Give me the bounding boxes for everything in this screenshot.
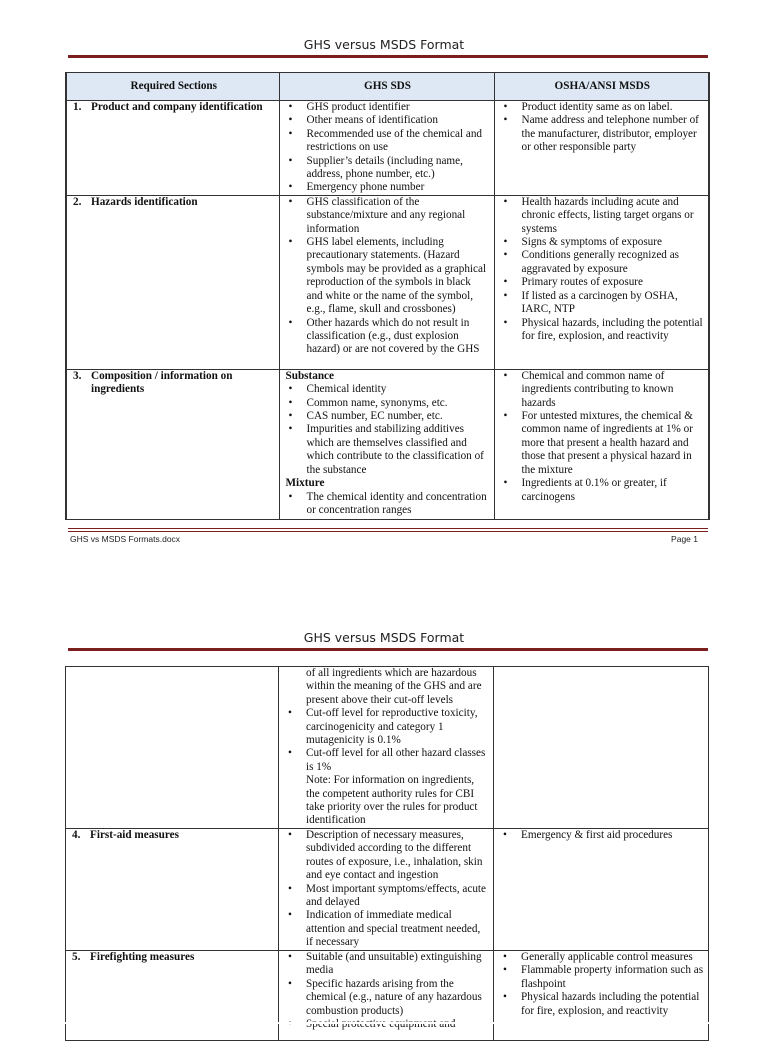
- ghs-cell: [279, 828, 494, 950]
- msds-cell: [494, 101, 709, 196]
- section-number: 4.: [72, 828, 81, 841]
- list-item: • Conditions generally recognized as aggravated by exposure: [501, 249, 705, 276]
- list-item: • Flammable property information such as flashpoint: [500, 964, 704, 991]
- header-rule: [68, 55, 708, 58]
- ghs-cell: [279, 667, 494, 829]
- comparison-table-page-1: [65, 72, 710, 520]
- list-item-continued: of all ingredients which are hazardous within the meaning of the GHS and are present above their cut-off levels: [306, 667, 482, 706]
- list-item: • Physical hazards, including the potential for fire, explosion, and reactivity: [501, 317, 705, 344]
- table-row: [66, 950, 709, 1040]
- ghs-cell: [279, 195, 494, 369]
- column-header: OSHA/ANSI MSDS: [494, 73, 709, 101]
- section-cell: [66, 369, 279, 519]
- list-item: • GHS label elements, including precautionary statements. (Hazard symbols may be provided as a graphical reproduction of the symbols in black and white or the name of the symbol, e.g., flame, skull and crossbones): [286, 236, 490, 316]
- msds-cell: [494, 369, 709, 519]
- list-item: • For untested mixtures, the chemical & common name of ingredients at 1% or more that present a health hazard and those that present a physical hazard in the mixture: [501, 410, 705, 477]
- header-rule: [68, 648, 708, 651]
- section-cell: [66, 828, 279, 950]
- substance-label: Substance: [285, 369, 334, 382]
- list-item: • Most important symptoms/effects, acute and delayed: [285, 883, 489, 910]
- section-name: Firefighting measures: [90, 950, 195, 963]
- table-row: [66, 101, 709, 196]
- list-item: • Ingredients at 0.1% or greater, if carcinogens: [501, 477, 705, 504]
- table-row: [66, 195, 709, 369]
- section-number: 2.: [73, 195, 82, 208]
- section-name: First-aid measures: [90, 828, 179, 841]
- list-item: • GHS classification of the substance/mixture and any regional information: [286, 196, 490, 236]
- list-item: [285, 1018, 489, 1031]
- section-number: 1.: [73, 101, 82, 113]
- list-item: • Primary routes of exposure: [501, 276, 705, 289]
- list-item: • Chemical and common name of ingredients contributing to known hazards: [501, 370, 705, 410]
- footer-filename: GHS vs MSDS Formats.docx: [70, 534, 181, 544]
- list-item: • Recommended use of the chemical and restrictions on use: [286, 128, 490, 155]
- mixture-label: Mixture: [285, 477, 325, 490]
- msds-cell: [494, 667, 709, 829]
- section-name: Hazards identification: [91, 195, 198, 208]
- ghs-cell: [279, 369, 494, 519]
- footer-page-number: Page 1: [671, 534, 698, 544]
- list-item: • Other means of identification: [286, 114, 490, 127]
- ghs-cell: [279, 950, 494, 1040]
- section-name: Product and company identification: [91, 101, 263, 113]
- list-item: • Common name, synonyms, etc.: [286, 397, 490, 410]
- table-row: [66, 369, 709, 519]
- msds-cell: [494, 828, 709, 950]
- footer-rule: [68, 531, 708, 532]
- list-item: • Name address and telephone number of the manufacturer, distributor, employer or other responsible party: [501, 114, 705, 154]
- section-number: 5.: [72, 950, 81, 963]
- msds-cell: [494, 195, 709, 369]
- list-item: • Physical hazards including the potential for fire, explosion, and reactivity: [500, 991, 704, 1018]
- list-item: • Cut-off level for all other hazard classes is 1%: [285, 747, 489, 774]
- page-title: GHS versus MSDS Format: [303, 37, 465, 52]
- list-item: • Generally applicable control measures: [500, 951, 704, 964]
- list-item: • Indication of immediate medical attention and special treatment needed, if necessary: [285, 909, 489, 949]
- list-item: • Signs & symptoms of exposure: [501, 236, 705, 249]
- list-item: • Specific hazards arising from the chemical (e.g., nature of any hazardous combustion products): [285, 978, 489, 1018]
- list-item: • Impurities and stabilizing additives which are themselves classified and which contribute to the classification of the substance: [286, 423, 490, 477]
- section-cell: [66, 667, 279, 829]
- msds-cell: [494, 950, 709, 1040]
- list-item: • Cut-off level for reproductive toxicity, carcinogenicity and category 1 mutagenicity is 0.1%: [285, 707, 489, 747]
- section-cell: [66, 195, 279, 369]
- table-row: [66, 667, 709, 829]
- list-item: • Chemical identity: [286, 383, 490, 396]
- column-header: Required Sections: [66, 73, 279, 101]
- section-name: Composition / information on ingredients: [91, 369, 233, 396]
- footer-rule: [68, 528, 708, 529]
- section-cell: [66, 101, 279, 196]
- section-number: 3.: [73, 369, 82, 382]
- section-cell: [66, 950, 279, 1040]
- list-item: • Other hazards which do not result in classification (e.g., dust explosion hazard) or are not covered by the GHS: [286, 317, 490, 357]
- list-item: • Emergency & first aid procedures: [500, 829, 704, 842]
- list-item: • Suitable (and unsuitable) extinguishing media: [285, 951, 489, 978]
- page-title: GHS versus MSDS Format: [303, 630, 465, 645]
- list-item: • Description of necessary measures, subdivided according to the different routes of exposure, i.e., inhalation, skin and eye contact and ingestion: [285, 829, 489, 883]
- list-item: • Product identity same as on label.: [501, 101, 705, 114]
- list-item: • Supplier’s details (including name, address, phone number, etc.): [286, 155, 490, 182]
- comparison-table-page-2: [65, 666, 709, 1041]
- note-text: Note: For information on ingredients, the competent authority rules for CBI take priority over the rules for product identification: [306, 774, 478, 827]
- list-item: • Emergency phone number: [286, 181, 490, 194]
- list-item: • The chemical identity and concentration or concentration ranges: [286, 491, 490, 518]
- list-item: • Health hazards including acute and chronic effects, listing target organs or systems: [501, 196, 705, 236]
- ghs-cell: [279, 101, 494, 196]
- table-header-row: [66, 73, 709, 101]
- table-row: [66, 828, 709, 950]
- list-item: • If listed as a carcinogen by OSHA, IARC, NTP: [501, 290, 705, 317]
- list-item: • GHS product identifier: [286, 101, 490, 114]
- list-item: • CAS number, EC number, etc.: [286, 410, 490, 423]
- column-header: GHS SDS: [279, 73, 494, 101]
